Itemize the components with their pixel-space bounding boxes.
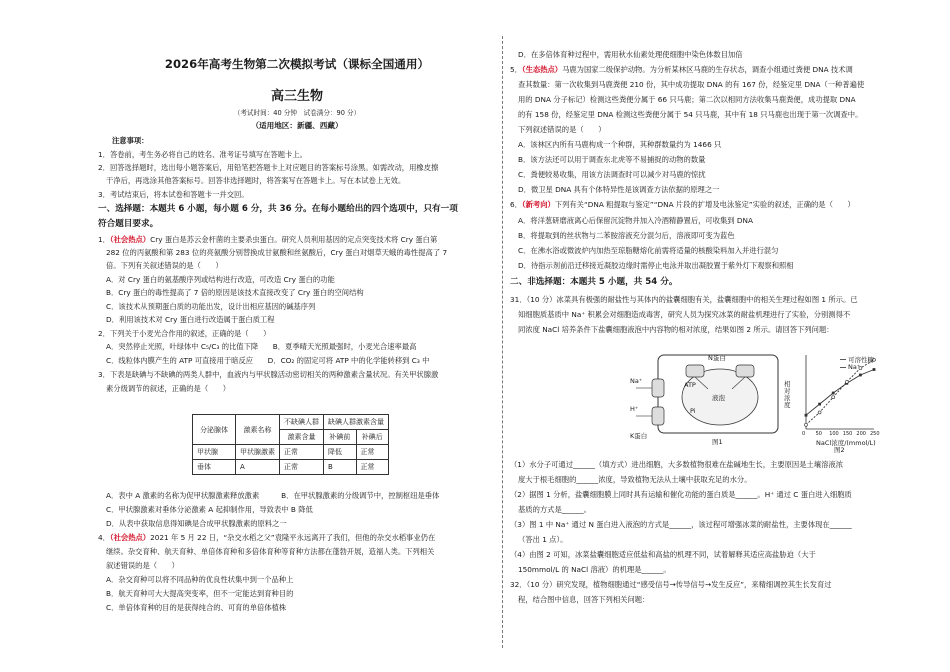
q5-stem: 下列叙述错误的是（ ） — [518, 125, 606, 134]
th-content: 激素含量 — [280, 430, 324, 445]
q3-stem: 素分级调节的叙述，正确的是（ ） — [106, 384, 231, 393]
chart-point — [818, 411, 821, 414]
chart-point — [832, 392, 835, 395]
q3-option-c: C．甲状腺激素对垂体分泌激素 A 起抑制作用，导致表中 B 降低 — [106, 505, 313, 514]
fig1-caption: 图1 — [712, 438, 723, 446]
q1-stem: 282 位的丙氨酸和第 283 位的亮氨酸分别替换成甘氨酸和丝氨酸后，Cry 蛋白对烟草天蛾的毒性提高了 7 — [106, 248, 448, 257]
label-na: Na⁺ — [630, 377, 643, 385]
q4-stem: 继续。杂交育种、航天育种、单倍体育种和多倍体育种等育种方法都在蓬勃开展，造福人类。下列相关 — [106, 547, 435, 556]
th-after: 补碘后 — [356, 430, 389, 445]
chart-tick-label: 150 — [842, 431, 853, 437]
series-line-sugar — [806, 370, 874, 416]
notes-heading: 注意事项： — [112, 136, 149, 145]
q31-stem: 31．（10 分）冰菜具有极强的耐盐性与其体内的盐囊细胞有关，盐囊细胞中的相关生理过程如图 1 所示。已 — [510, 295, 858, 304]
q4-tag: （社会热点） — [109, 533, 151, 542]
q2-stem: 2．下列关于小麦光合作用的叙述，正确的是（ ） — [98, 329, 271, 338]
q31-figures — [628, 349, 880, 454]
q31-sub3: （3）图 1 中 Na⁺ 通过 N 蛋白进入液泡的方式是______，该过程可增强冰菜的耐盐性，主要体现在______ — [510, 520, 852, 529]
c-protein-shape — [652, 379, 664, 397]
q5-option-a: A．该林区内所有马鹿构成一个种群，其种群数量约为 1466 只 — [518, 140, 722, 149]
q4-option-a: A．杂交育种可以将不同品种的优良性状集中到一个品种上 — [106, 575, 294, 584]
n-protein-shape — [686, 365, 704, 377]
q32-stem: 程，结合图中信息，回答下列相关问题： — [518, 595, 650, 604]
k-protein-shape — [652, 407, 664, 425]
q31-sub4: （4）由图 2 可知，冰菜盐囊细胞适应低盐和高盐的机理不同，试着解释其适应高盐胁迫（大于 — [510, 550, 816, 559]
column-divider — [502, 36, 503, 648]
chart-point — [832, 396, 835, 399]
legend-swatch-na — [840, 367, 846, 368]
q5-stem: 的有 158 份，经鉴定里 DNA 检测这些粪便分属于 54 只马鹿，其中有 18 只马鹿也出现于第一次调查中。 — [518, 110, 863, 119]
q3-option-ab: A．表中 A 激素的名称为促甲状腺激素释放激素 B．在甲状腺激素的分级调节中，控制枢纽是垂体 — [106, 491, 440, 500]
q2-option-ab: A．突然停止光照，叶绿体中 C₅/C₃ 的比值下降 B．夏季晴天光照最强时，小麦光合速率最高 — [106, 342, 417, 351]
q31-sub2: （2）据图 1 分析，盐囊细胞膜上同时具有运输和催化功能的蛋白质是______。H⁺ 通过 C 蛋白进入细胞质 — [510, 490, 852, 499]
q1-stem: 1．（社会热点）Cry 蛋白是苏云金杆菌的主要杀虫蛋白。研究人员利用基因的定点突变技术将 Cry 蛋白第 — [98, 235, 438, 244]
note-item: 3．考试结束后，将本试卷和答题卡一并交回。 — [98, 190, 249, 199]
chart-tick-label: 0 — [802, 431, 806, 437]
chart-point — [818, 403, 821, 406]
q3-option-d: D．从表中获取信息得知碘是合成甲状腺激素的原料之一 — [106, 519, 287, 528]
q2-option-cd: C．线粒体内膜产生的 ATP 可直接用于暗反应 D．CO₂ 的固定可将 ATP 中的化学能转移到 C₃ 中 — [106, 356, 430, 365]
section2-heading: 二、非选择题：本题共 5 小题，共 54 分。 — [510, 277, 678, 287]
q4-option-b: B．航天育种可大大提高突变率，但不一定能达到育种目的 — [106, 589, 294, 598]
q31-stem: 同浓度 NaCl 培养条件下盐囊细胞液泡中内容物的相对浓度，结果如图 2 所示。请回答下列问题： — [518, 325, 834, 334]
q1-option-c: C．该技术从预期蛋白质的功能出发，设计出相应基因的碱基序列 — [106, 302, 316, 311]
transporter-shape — [736, 365, 754, 377]
q32-stem: 32．（10 分）研究发现，植物细胞通过“感受信号→传导信号→发生反应”，来精细调控其生长发育过 — [510, 580, 832, 589]
section1-heading: 一、选择题：本题共 6 小题，每小题 6 分，共 36 分。在每小题给出的四个选项中，只有一项 — [98, 204, 458, 214]
q5-stem: 5．（生态热点）马鹿为国家二级保护动物。为分析某林区马鹿的生存状态，调查小组通过粪便 DNA 技术调 — [510, 65, 853, 74]
q5-option-b: B．该方法还可以用于调查东北虎等不易捕捉的动物的数量 — [518, 155, 706, 164]
chart-tick-label: 200 — [856, 431, 866, 437]
exam-region: （适用地区：新疆、西藏） — [251, 121, 343, 130]
q6-option-d: D．待指示剂前沿迁移接近凝胶边缘时需停止电泳并取出凝胶置于紫外灯下观察和照相 — [518, 261, 794, 270]
chart-point — [845, 380, 848, 383]
label-n-protein: N蛋白 — [708, 354, 726, 362]
table-row: 甲状腺 甲状腺激素 正常 降低 正常 — [193, 445, 389, 460]
q4-stem: 4．（社会热点）2021 年 5 月 22 日，“杂交水稻之父”袁隆平永远离开了我们，但他的杂交水稻事业仍在 — [98, 533, 436, 542]
q4-option-d: D．在多倍体育种过程中，需用秋水仙素处理使细胞中染色体数目加倍 — [518, 50, 743, 59]
q1-stem: 倍。下列有关叙述错误的是（ ） — [106, 261, 223, 270]
label-k-protein: K蛋白 — [630, 432, 648, 440]
hormone-table — [192, 414, 389, 475]
exam-info: （考试时间：40 分钟 试卷满分：90 分） — [233, 109, 361, 117]
q31-stem: 知细胞质基质中 Na⁺ 积累会对细胞造成毒害，研究人员为探究冰菜的耐盐机理进行了实验，分别测得不 — [518, 310, 851, 319]
chart-point — [805, 423, 808, 426]
q4-option-c: C．单倍体育种的目的是获得纯合的、可育的单倍体植株 — [106, 603, 287, 612]
label-atp: ATP — [684, 381, 696, 389]
th-before: 补碘前 — [324, 430, 357, 445]
chart-tick-label: 50 — [815, 431, 822, 437]
exam-title: 2026年高考生物第二次模拟考试（课标全国通用） — [164, 57, 430, 71]
q6-stem: 6．（新考向）下列有关“DNA 粗提取与鉴定”“DNA 片段的扩增及电泳鉴定”实验的叙述，正确的是（ ） — [510, 200, 855, 209]
q1-option-a: A．对 Cry 蛋白的氨基酸序列或结构进行改造，可改造 Cry 蛋白的功能 — [106, 275, 335, 284]
q31-sub2-cont: 基质的方式是______。 — [518, 505, 591, 514]
q31-sub3-cont: （答出 1 点）。 — [518, 535, 568, 544]
q1-option-d: D．利用该技术对 Cry 蛋白进行改造属于蛋白质工程 — [106, 315, 275, 324]
chart-x-label: NaCl浓度/(mmol/L) — [816, 439, 876, 447]
fig2-caption: 图2 — [834, 446, 845, 454]
q5-option-d: D．微卫星 DNA 具有个体特异性是该调查方法依据的原理之一 — [518, 185, 720, 194]
note-item: 干净后，再选涂其他答案标号。回答非选择题时，将答案写在答题卡上。写在本试卷上无效。 — [106, 176, 406, 185]
chart-point — [873, 368, 876, 371]
table-row: 垂体 A 正常 B 正常 — [193, 460, 389, 475]
legend-sugar: 可溶性糖 — [848, 356, 874, 364]
note-item: 1．答卷前，考生务必将自己的姓名、准考证号填写在答题卡上。 — [98, 150, 307, 159]
chart-tick-label: 250 — [870, 431, 880, 437]
q3-stem: 3．下表是缺碘与不缺碘的两类人群中，血液内与甲状腺活动密切相关的两种激素含量状况。有关甲状腺激 — [98, 370, 439, 379]
q5-option-c: C．粪便较易收集，用该方法调查时可以减少对马鹿的惊扰 — [518, 170, 706, 179]
th-hormone: 激素名称 — [236, 415, 280, 445]
q31-sub1-cont: 度大于根毛细胞的______浓度，导致植物无法从土壤中获取充足的水分。 — [518, 475, 752, 484]
legend-na: Na⁺ — [848, 363, 861, 371]
th-deficient: 缺碘人群激素含量 — [324, 415, 389, 430]
q5-stem: 查其数量：第一次收集到马鹿粪便 210 份，其中成功提取 DNA 的有 167 份，经鉴定里 DNA（一种普遍使 — [518, 80, 865, 89]
q5-stem: 用的 DNA 分子标记）检测这些粪便分属于 66 只马鹿；第二次以相同方法收集马鹿粪便，成功提取 DNA — [518, 95, 856, 104]
series-line-na — [806, 360, 874, 425]
exam-subject: 高三生物 — [270, 89, 323, 104]
th-normal: 不缺碘人群 — [280, 415, 324, 430]
legend-swatch-sugar — [840, 359, 846, 360]
chart-y-label: 相对浓度 — [784, 380, 791, 409]
chart-tick-label: 100 — [829, 431, 839, 437]
q31-sub4-cont: 150mmol/L 的 NaCl 溶液）的机理是______。 — [518, 565, 671, 574]
th-gland: 分泌腺体 — [193, 415, 236, 445]
q6-tag: （新考向） — [521, 200, 555, 209]
q6-option-a: A．将洋葱研磨液离心后保留沉淀物并加入冷酒精静置后，可收集到 DNA — [518, 216, 753, 225]
q5-tag: （生态热点） — [521, 65, 563, 74]
q6-option-b: B．将提取到的丝状物与二苯胺溶液充分混匀后，溶液即可变为蓝色 — [518, 231, 735, 240]
q31-sub1: （1）水分子可通过______（填方式）进出细胞，大多数植物很难在盐碱地生长，主要原因是土壤溶液浓 — [510, 460, 843, 469]
label-h: H⁺ — [630, 405, 639, 413]
note-item: 2．回答选择题时，选出每小题答案后，用铅笔把答题卡上对应题目的答案标号涂黑。如需改动，用橡皮擦 — [98, 163, 439, 172]
chart-point — [859, 374, 862, 377]
q4-stem: 叙述错误的是（ ） — [106, 561, 179, 570]
label-pi: Pi — [690, 407, 696, 415]
label-vacuole: 液泡 — [712, 394, 725, 402]
section1-heading-cont: 符合题目要求。 — [98, 219, 159, 229]
chart-point — [805, 414, 808, 417]
q1-option-b: B．Cry 蛋白的毒性提高了 7 倍的原因是该技术直接改变了 Cry 蛋白的空间结构 — [106, 288, 364, 297]
q6-option-c: C．在沸水浴或微波炉内加热至琼脂糖熔化前需将适量的核酸染料加入并进行混匀 — [518, 246, 779, 255]
q1-tag: （社会热点） — [109, 235, 151, 244]
